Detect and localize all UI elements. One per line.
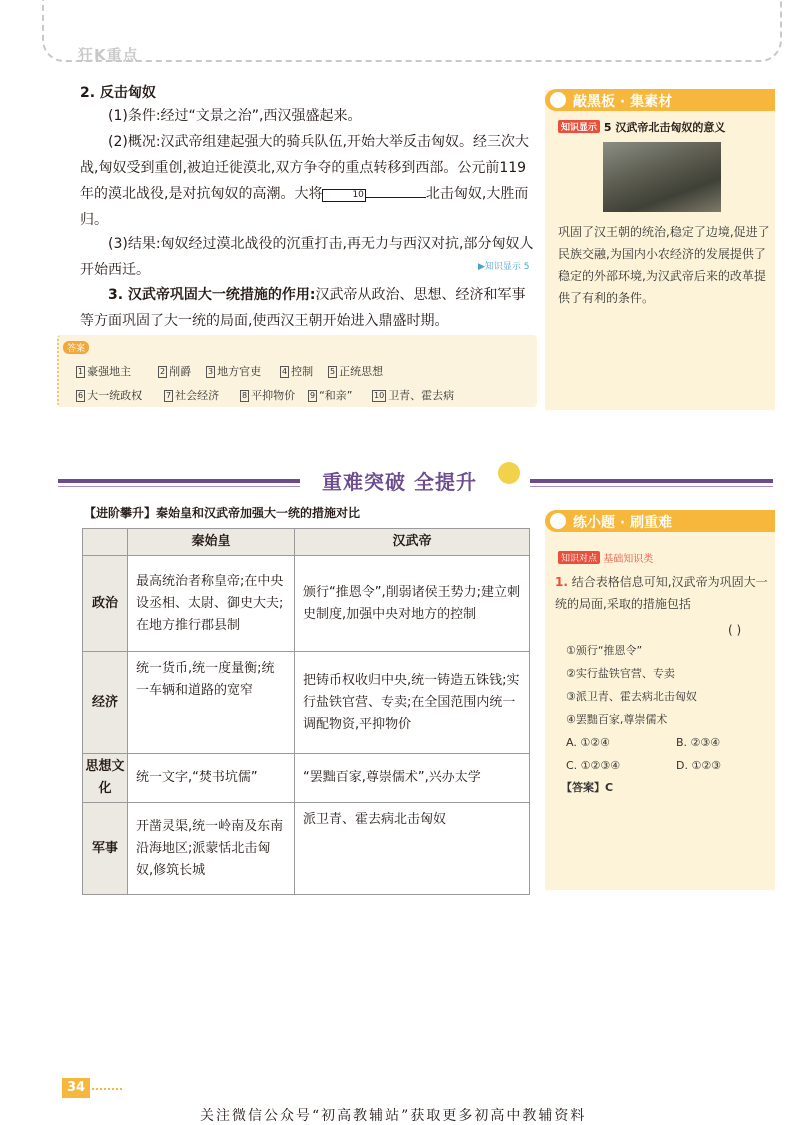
table-header: 汉武帝 [295, 529, 530, 556]
sidebar-header-2: 练小题 · 刷重难 [545, 510, 775, 532]
han-cell: 把铸币权收归中央,统一铸造五铢钱;实行盐铁官营、专卖;在全国范围内统一调配物资,平抑物价 [295, 652, 530, 754]
overview-text-end: 北击匈奴,大胜而归。 [80, 186, 529, 228]
section-banner-title: 重难突破 全提升 [322, 470, 477, 494]
overview-text: (2)概况:汉武帝组建起强大的骑兵队伍,开始大举反击匈奴。经三次大战,匈奴受到重创,被迫迁徙漠北,双方争夺的重点转移到西部。公元前119年的漠北战役,是对抗匈奴的高潮。大将 [80, 134, 529, 202]
statement-2: ②实行盐铁官营、专卖 [566, 667, 675, 680]
han-cell: “罢黜百家,尊崇儒术”,兴办太学 [295, 754, 530, 803]
statement-1: ①颁行“推恩令” [566, 644, 643, 657]
answer-item: 5 正统思想 [330, 365, 384, 378]
table-row [83, 754, 530, 803]
qin-cell: 统一货币,统一度量衡;统一车辆和道路的宽窄 [128, 652, 295, 754]
qin-cell: 开凿灵渠,统一岭南及东南沿海地区;派蒙恬北击匈奴,修筑长城 [128, 803, 295, 895]
sidebar1-text: 巩固了汉王朝的统治,稳定了边境,促进了民族交融,为国内小农经济的发展提供了稳定的外部环境,为汉武帝后来的改革提供了有利的条件。 [558, 225, 770, 305]
question-number: 1. [555, 575, 568, 589]
answer-item: 2 削爵 [160, 365, 192, 378]
section-2-title: 2. 反击匈奴 [80, 85, 156, 101]
fill-blank [366, 181, 426, 198]
table-row [83, 803, 530, 895]
section-2-condition: (1)条件:经过“文景之治”,西汉强盛起来。 [108, 108, 362, 124]
answer-item: 1 豪强地主 [78, 365, 132, 378]
answer-item: 6 大一统政权 [78, 389, 143, 402]
han-cell: 颁行“推恩令”,削弱诸侯王势力;建立刺史制度,加强中央对地方的控制 [295, 556, 530, 652]
sidebar1-caption-row [558, 119, 773, 135]
comparison-table [82, 528, 530, 895]
answer-item: 10 卫青、霍去病 [374, 389, 455, 402]
row-label: 经济 [83, 652, 128, 754]
footer-note: 关注微信公众号“初高教辅站”获取更多初高中教辅资料 [200, 1108, 587, 1124]
lightbulb-icon [550, 92, 566, 108]
section-2-result: (3)结果:匈奴经过漠北战役的沉重打击,再无力与西汉对抗,部分匈奴人开始西迁。 [80, 236, 534, 278]
knowledge-link[interactable]: ▶知识显示 5 [478, 262, 530, 272]
statement-4: ④罢黜百家,尊崇儒术 [566, 713, 668, 726]
qin-cell: 统一文字,“焚书坑儒” [128, 754, 295, 803]
answer-value: C [605, 781, 614, 794]
row-label: 政治 [83, 556, 128, 652]
table-header [83, 529, 128, 556]
battle-painting-image [603, 142, 721, 212]
table-row [83, 652, 530, 754]
answer-tag: 答案 [63, 341, 89, 354]
runner-icon [498, 462, 520, 484]
answer-label: 【答案】 [561, 781, 605, 794]
answer-item: 3 地方官吏 [208, 365, 262, 378]
sidebar2-tag: 知识对点 [558, 551, 600, 564]
answer-item: 9 “和亲” [310, 389, 353, 402]
section-3-text: 汉武帝从政治、思想、经济和军事等方面巩固了大一统的局面,使西汉王朝开始进入鼎盛时期。 [80, 287, 526, 329]
statement-3: ③派卫青、霍去病北击匈奴 [566, 690, 697, 703]
table-header: 秦始皇 [128, 529, 295, 556]
section-3-title: 3. 汉武帝巩固大一统措施的作用: [108, 287, 316, 303]
answer-item: 8 平抑物价 [242, 389, 296, 402]
sidebar1-caption: 5 汉武帝北击匈奴的意义 [603, 121, 726, 134]
sidebar1-tag: 知识显示 [558, 120, 600, 133]
table-row [83, 556, 530, 652]
sidebar2-category: 基础知识类 [603, 554, 654, 565]
table-header-row [83, 529, 530, 556]
page-number: 34 [62, 1078, 90, 1098]
answer-row-1 [76, 363, 536, 381]
sidebar-header-1: 敲黑板 · 集素材 [545, 89, 775, 111]
page-number-decor [92, 1088, 122, 1090]
blank-number: 10 [322, 189, 365, 202]
option-c[interactable]: C. ①②③④ [566, 759, 621, 772]
han-cell: 派卫青、霍去病北击匈奴 [295, 803, 530, 895]
row-label: 军事 [83, 803, 128, 895]
answer-item: 7 社会经济 [166, 389, 220, 402]
row-label: 思想文化 [83, 754, 128, 803]
answer-paren: ( ) [728, 623, 742, 637]
section-2-overview [80, 129, 535, 233]
compare-title: 【进阶攀升】秦始皇和汉武帝加强大一统的措施对比 [84, 506, 361, 520]
answer-row-2 [76, 387, 536, 405]
option-d[interactable]: D. ①②③ [676, 759, 722, 772]
answer-line [561, 777, 613, 799]
question [555, 571, 770, 615]
option-a[interactable]: A. ①②④ [566, 736, 610, 749]
pencil-icon [550, 513, 566, 529]
top-frame [42, 0, 782, 62]
sidebar2-category-row [558, 550, 653, 565]
answer-item: 4 控制 [282, 365, 314, 378]
section-3 [80, 282, 535, 334]
logo: 狂K重点 [78, 46, 139, 64]
option-b[interactable]: B. ②③④ [676, 736, 721, 749]
question-text: 结合表格信息可知,汉武帝为巩固大一统的局面,采取的措施包括 [555, 575, 768, 611]
qin-cell: 最高统治者称皇帝;在中央设丞相、太尉、御史大夫;在地方推行郡县制 [128, 556, 295, 652]
